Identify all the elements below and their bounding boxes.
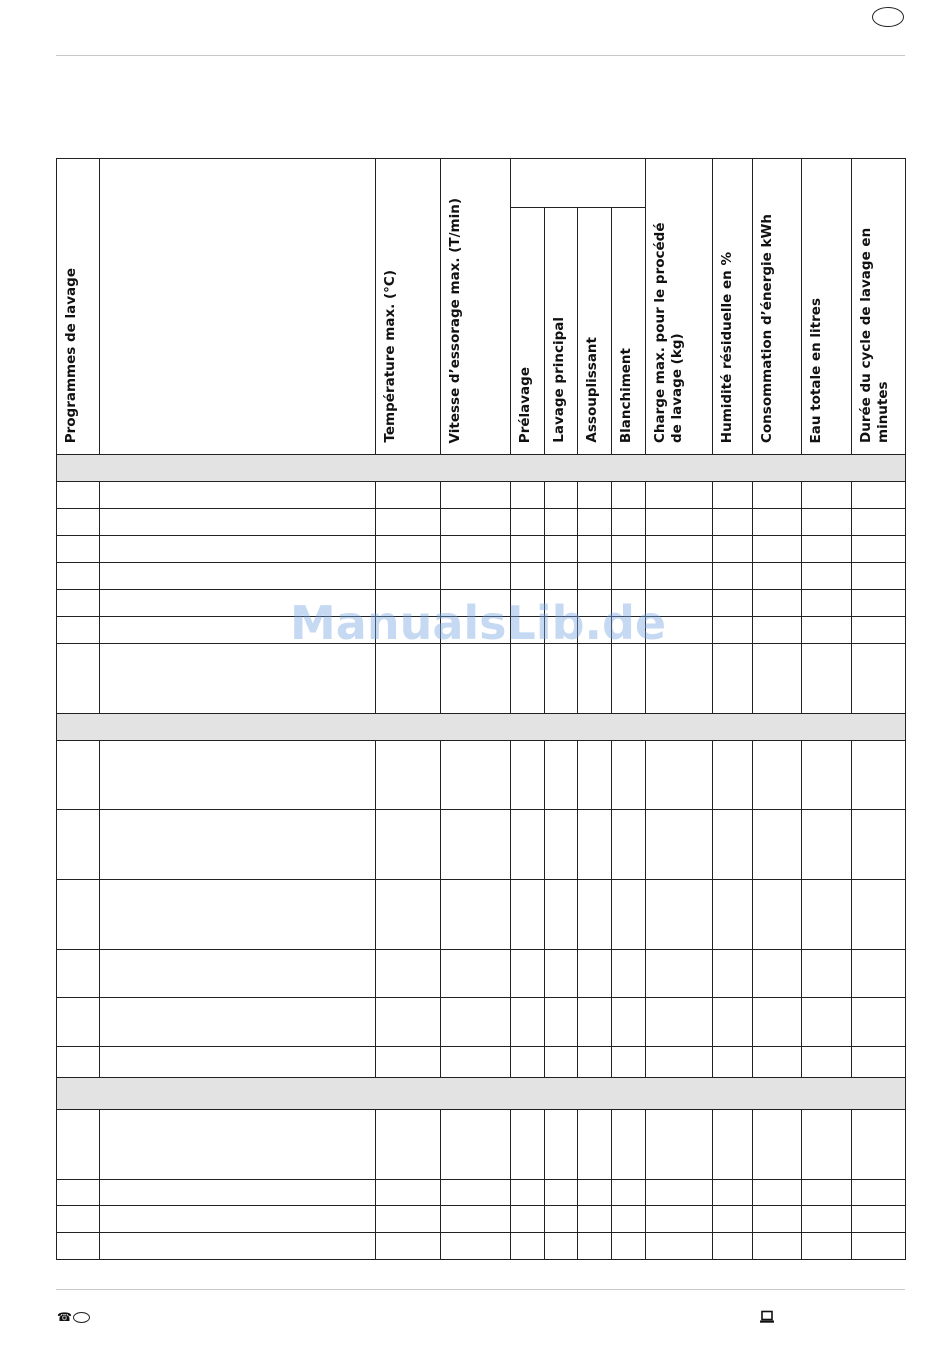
table-row <box>57 644 906 714</box>
header-spin <box>441 159 511 455</box>
header-humidity-label: Humidité résiduelle en % <box>719 251 735 443</box>
header-prewash <box>511 208 545 455</box>
header-max-load-label: Charge max. pour le procédé de lavage (kg) <box>652 222 685 443</box>
header-duration-label: Durée du cycle de lavage en minutes <box>858 227 891 443</box>
table-row <box>57 998 906 1047</box>
header-temperature <box>376 159 441 455</box>
table-row <box>57 1047 906 1078</box>
header-max-load <box>646 159 713 455</box>
section-row <box>57 455 906 482</box>
table-row <box>57 1233 906 1260</box>
table-row <box>57 590 906 617</box>
bottom-divider <box>56 1289 905 1290</box>
header-energy <box>753 159 802 455</box>
header-softener <box>578 208 612 455</box>
table-row <box>57 741 906 810</box>
watermark: ManualsLib.de <box>290 596 667 650</box>
country-oval-small-icon <box>73 1312 90 1323</box>
table-row <box>57 950 906 998</box>
header-main-wash <box>545 208 578 455</box>
header-bleach-label: Blanchiment <box>618 347 634 443</box>
section-row <box>57 714 906 741</box>
header-humidity <box>713 159 753 455</box>
header-energy-label: Consommation d’énergie kWh <box>759 213 775 443</box>
header-temperature-label: Température max. (°C) <box>382 270 398 443</box>
header-softener-label: Assouplissant <box>584 337 600 443</box>
header-water <box>802 159 852 455</box>
country-oval-icon <box>872 7 904 27</box>
table-row <box>57 509 906 536</box>
section-row <box>57 1078 906 1110</box>
header-program <box>57 159 100 455</box>
header-program-label: Programmes de lavage <box>63 267 79 443</box>
header-detergent-group <box>511 159 646 208</box>
header-duration <box>852 159 906 455</box>
header-prewash-label: Prélavage <box>517 366 533 443</box>
washing-program-table <box>56 158 906 1260</box>
table-row <box>57 617 906 644</box>
table-row <box>57 536 906 563</box>
header-bleach <box>612 208 646 455</box>
table-row <box>57 810 906 880</box>
header-spin-label: Vitesse d’essorage max. (T/min) <box>447 197 463 443</box>
header-main-wash-label: Lavage principal <box>551 317 567 443</box>
table-row <box>57 1206 906 1233</box>
table-row <box>57 482 906 509</box>
table-row <box>57 880 906 950</box>
header-water-label: Eau totale en litres <box>808 297 824 443</box>
table-row <box>57 563 906 590</box>
laptop-icon <box>759 1310 775 1324</box>
header-description <box>100 159 376 455</box>
table-row <box>57 1110 906 1180</box>
table-row <box>57 1180 906 1206</box>
top-divider <box>56 55 905 56</box>
phone-icon: ☎ <box>57 1310 72 1324</box>
